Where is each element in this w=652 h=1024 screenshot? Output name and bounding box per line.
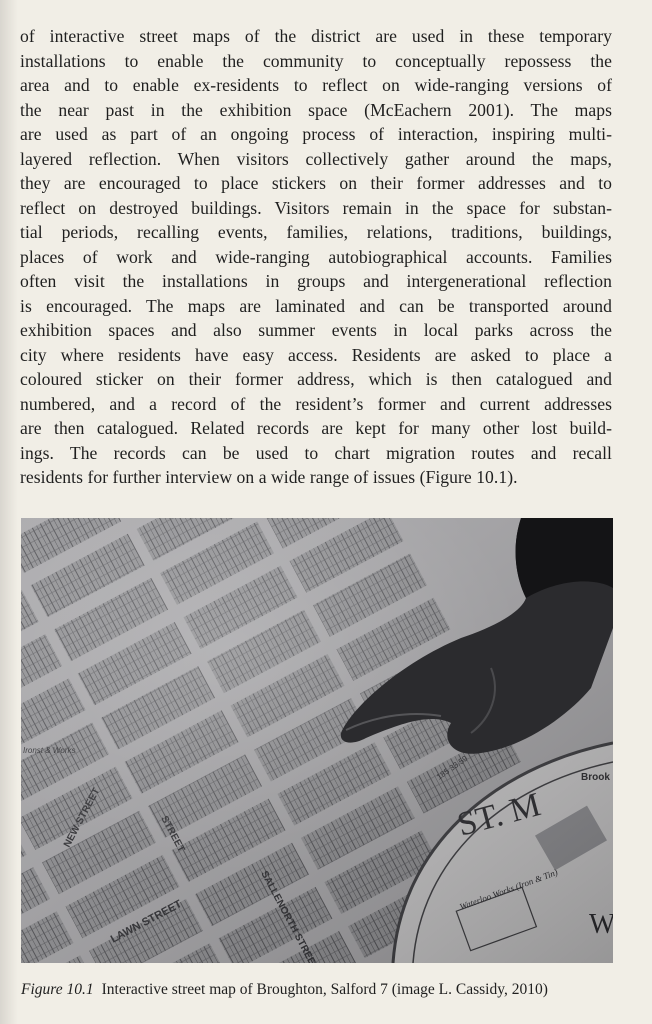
text-line: often visit the installations in groups and intergenerational reflection (20, 271, 612, 291)
figure-caption (21, 979, 613, 1000)
text-line: coloured sticker on their former address, which is then catalogued and (20, 369, 612, 389)
figure-number: Figure 10.1 (21, 981, 94, 998)
text-line: is encouraged. The maps are laminated and can be transported around (20, 295, 612, 316)
figure-photo (21, 518, 613, 963)
text-line: residents for further interview on a wide range of issues (Figure 10.1). (20, 467, 518, 487)
text-line: exhibition spaces and also summer events in local parks across the (20, 320, 612, 340)
text-line: layered reflection. When visitors collectively gather around the maps, (20, 148, 612, 169)
text-line: area and to enable ex-residents to reflect on wide-ranging versions of (20, 75, 612, 95)
text-line: of interactive street maps of the district are used in these temporary (20, 26, 612, 46)
text-line: they are encouraged to place stickers on their former addresses and to (20, 173, 612, 193)
text-line: tial periods, recalling events, families, relations, traditions, buildings, (20, 222, 612, 242)
street-map-photo (21, 518, 613, 963)
text-line: ings. The records can be used to chart migration routes and recall (20, 442, 612, 463)
caption-text: Interactive street map of Broughton, Salford 7 (image L. Cassidy, 2010) (101, 981, 548, 998)
text-line: places of work and wide-ranging autobiographical accounts. Families (20, 246, 612, 267)
text-line: installations to enable the community to conceptually repossess the (20, 50, 612, 71)
page-gutter-shadow (0, 0, 18, 1024)
text-line: city where residents have easy access. Residents are asked to place a (20, 344, 612, 365)
text-line: the near past in the exhibition space (McEachern 2001). The maps (20, 99, 612, 120)
text-line: are used as part of an ongoing process of interaction, inspiring multi- (20, 124, 612, 144)
text-line: reflect on destroyed buildings. Visitors remain in the space for substan- (20, 197, 612, 218)
text-line: numbered, and a record of the resident’s former and current addresses (20, 393, 612, 414)
body-paragraph (20, 24, 612, 490)
text-line: are then catalogued. Related records are kept for many other lost build- (20, 418, 612, 438)
